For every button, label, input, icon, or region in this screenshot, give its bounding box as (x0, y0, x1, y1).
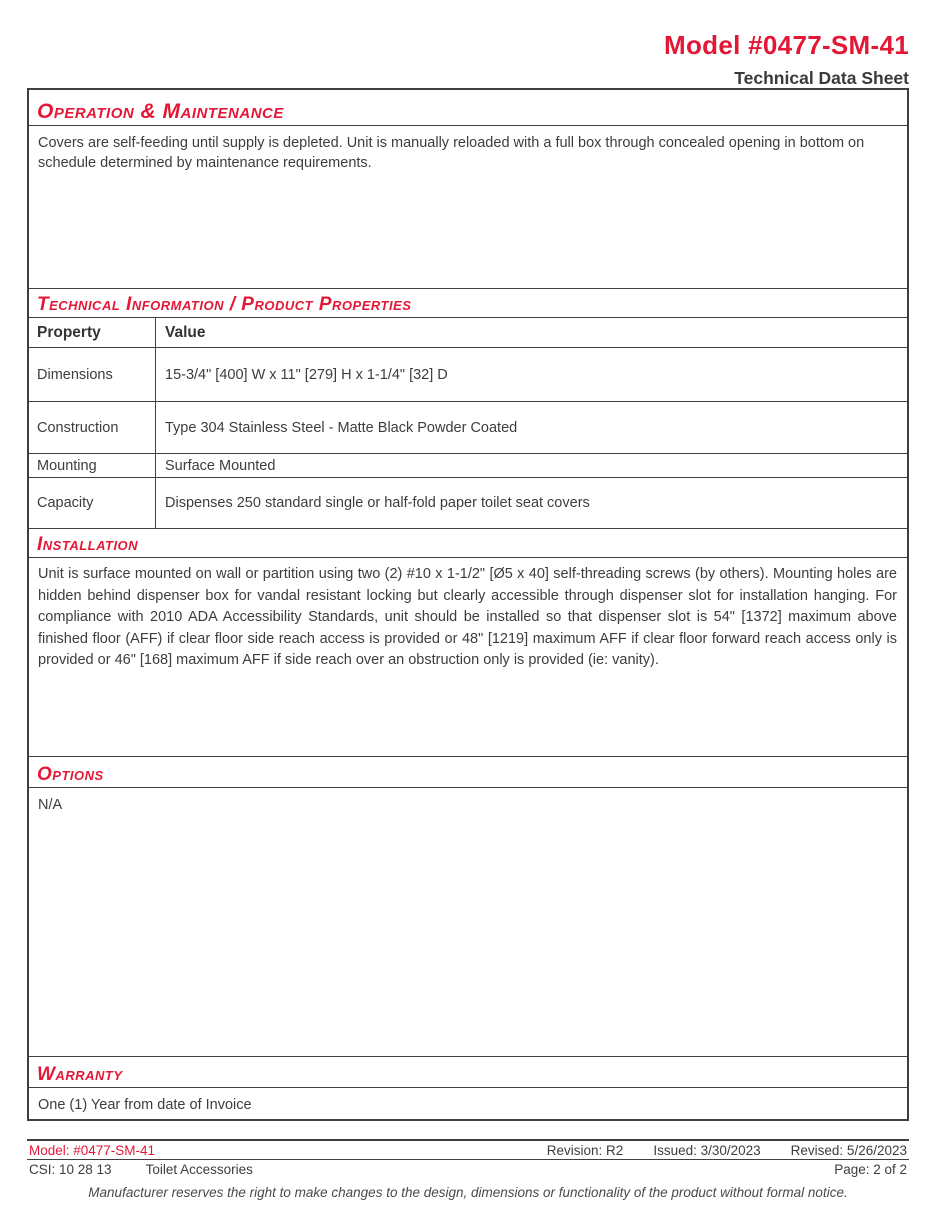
options-text: N/A (38, 797, 63, 813)
table-row (29, 348, 907, 402)
footer-revision-group (547, 1143, 907, 1158)
property-cell: Dimensions (29, 348, 156, 401)
section-body-warranty (29, 1088, 907, 1119)
section-header-technical-information (29, 289, 907, 318)
footer-csi: CSI: 10 28 13 (29, 1162, 112, 1177)
table-header-row (29, 318, 907, 348)
page-footer (27, 1139, 909, 1200)
value-cell: Type 304 Stainless Steel - Matte Black Powder Coated (165, 419, 518, 436)
content-box (27, 88, 909, 1121)
model-number-title: Model #0477-SM-41 (664, 30, 909, 60)
table-row (29, 454, 907, 478)
document-subtitle: Technical Data Sheet (734, 68, 909, 88)
value-cell: Surface Mounted (165, 457, 276, 474)
property-cell: Capacity (29, 478, 156, 528)
section-header-operation-maintenance (29, 90, 907, 126)
section-body-installation (29, 558, 907, 757)
footer-model: Model: #0477-SM-41 (29, 1143, 156, 1158)
section-header-warranty (29, 1057, 907, 1088)
footer-revised: Revised: 5/26/2023 (790, 1143, 907, 1158)
installation-text: Unit is surface mounted on wall or partition using two (2) #10 x 1-1/2" [Ø5 x 40] self-threading screws (by others). Mounting holes are hidden behind dispenser box for vandal resistant locking but clearly accessible through dispenser slot for installation hanging. For compliance with 2010 ADA Accessibility Standards, unit should be installed so that dispenser slot is 54" [1372] maximum above finished floor (AFF) if clear floor side reach access is provided or 48" [1219] maximum AFF if clear floor forward reach access only is provided or 46" [168] maximum AFF if side reach over an obstruction only is provided (ie: vanity). (38, 566, 897, 668)
section-title: Installation (37, 534, 139, 555)
value-cell: 15-3/4" [400] W x 11" [279] H x 1-1/4" [32] D (165, 366, 448, 383)
property-cell: Construction (29, 402, 156, 453)
section-body-options (29, 788, 907, 1057)
footer-page-number: Page: 2 of 2 (834, 1162, 907, 1177)
footer-csi-group (29, 1162, 253, 1177)
section-title: Operation & Maintenance (37, 100, 284, 123)
table-header-property: Property (29, 318, 156, 347)
section-body-operation-maintenance (29, 126, 907, 289)
footer-row-model-revision (27, 1141, 909, 1160)
footer-revision: Revision: R2 (546, 1143, 624, 1158)
table-row (29, 478, 907, 529)
footer-issued: Issued: 3/30/2023 (653, 1143, 761, 1158)
footer-disclaimer: Manufacturer reserves the right to make changes to the design, dimensions or functionality of the product without formal notice. (88, 1185, 848, 1200)
section-title: Options (37, 764, 104, 785)
section-title: Technical Information / Product Properties (37, 294, 412, 315)
section-title: Warranty (37, 1064, 123, 1085)
warranty-text: One (1) Year from date of Invoice (38, 1097, 252, 1113)
value-cell: Dispenses 250 standard single or half-fold paper toilet seat covers (165, 495, 590, 511)
document-header (664, 30, 909, 89)
property-cell: Mounting (29, 454, 156, 477)
operation-maintenance-text: Covers are self-feeding until supply is depleted. Unit is manually reloaded with a full box through concealed opening in bottom on schedule determined by maintenance requirements. (38, 135, 865, 171)
table-header-value: Value (165, 323, 206, 341)
footer-row-csi-page (27, 1160, 909, 1178)
table-row (29, 402, 907, 454)
section-header-installation (29, 529, 907, 558)
footer-category: Toilet Accessories (145, 1162, 253, 1177)
section-header-options (29, 757, 907, 788)
